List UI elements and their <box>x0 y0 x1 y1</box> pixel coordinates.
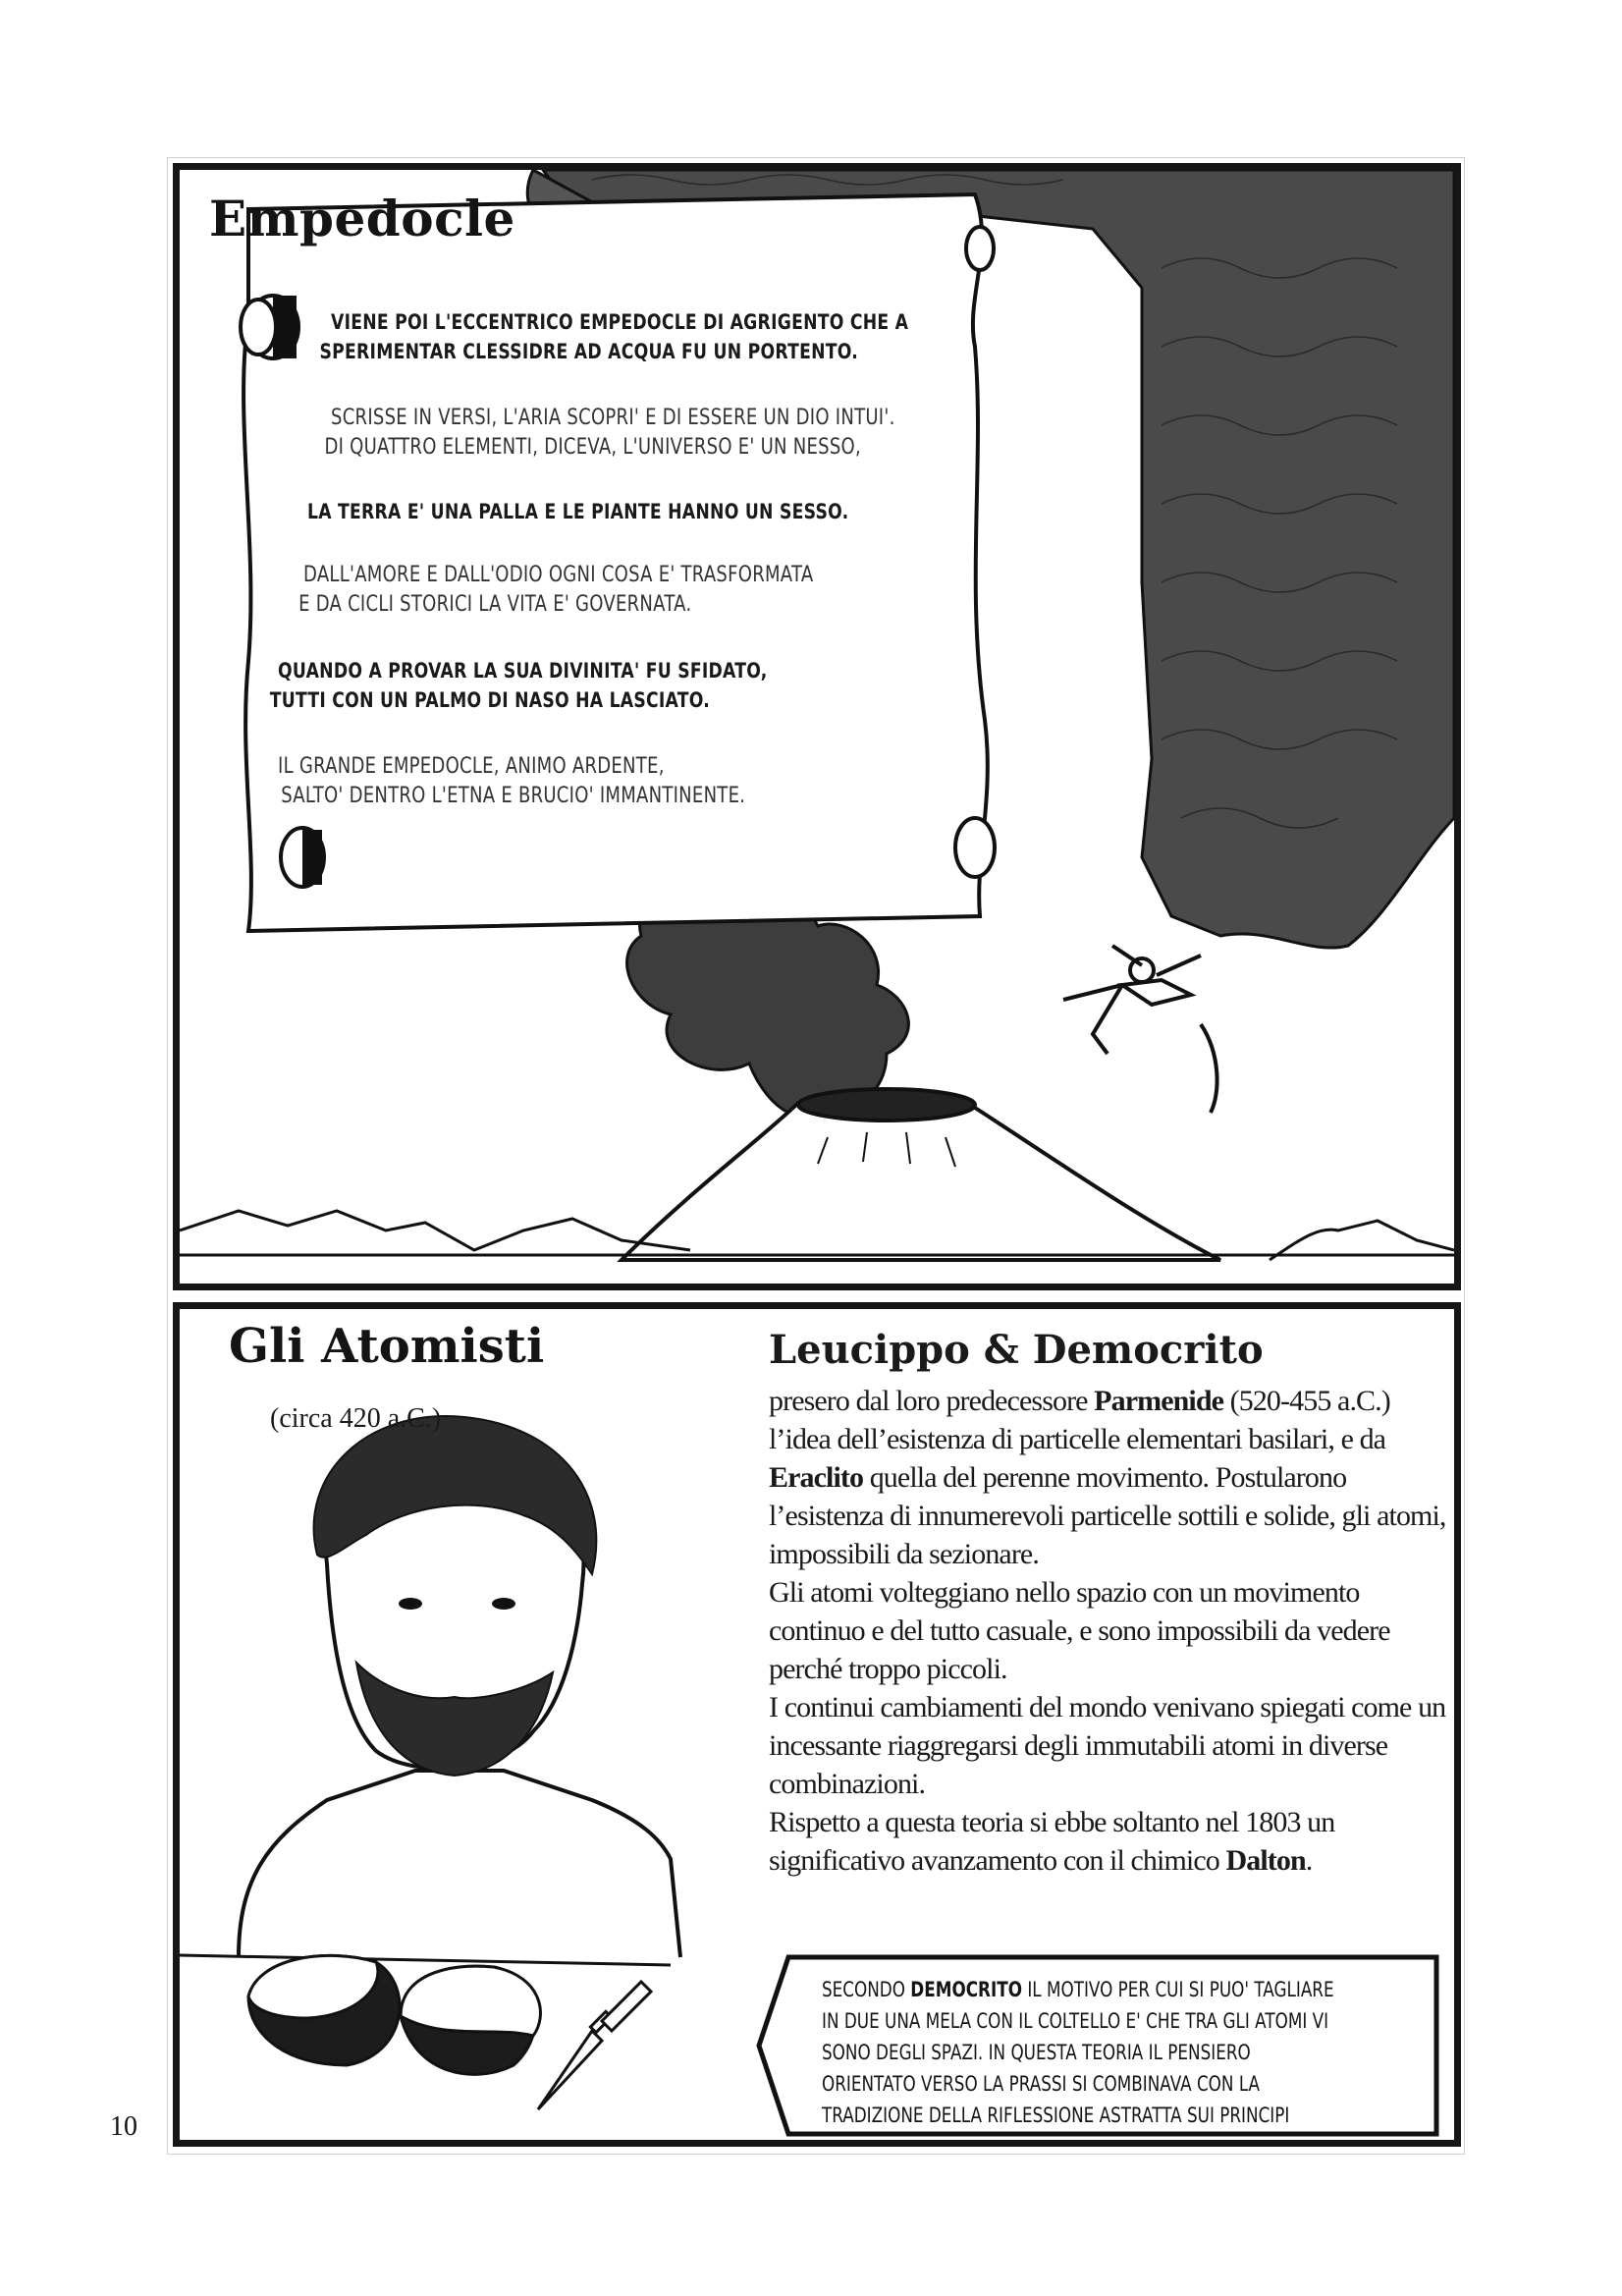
text-run: Gli atomi volteggiano nello spazio con un movimento continuo e del tutto casuale, e sono impossibili da vedere perché troppo piccoli. <box>769 1576 1390 1685</box>
caption-line <box>822 2068 1334 2100</box>
verse-2 <box>324 404 895 463</box>
empedocle-jumping-figure <box>1063 946 1217 1113</box>
caption-text <box>822 1974 1334 2131</box>
verse-line: SALTO' DENTRO L'ETNA E BRUCIO' IMMANTINENTE. <box>281 784 746 808</box>
section-title-empedocle: Empedocle <box>209 190 515 247</box>
text-run: (520-455 a.C.) l’idea dell’esistenza di particelle elementari basilari, e da <box>769 1385 1390 1455</box>
verse-line: DALL'AMORE E DALL'ODIO OGNI COSA E' TRASFORMATA <box>303 563 814 587</box>
text-run: Rispetto a questa teoria si ebbe soltanto nel 1803 un significativo avanzamento con il chimico <box>769 1806 1335 1877</box>
verse-line: TUTTI CON UN PALMO DI NASO HA LASCIATO. <box>269 688 711 712</box>
bold-name: DEMOCRITO <box>910 1978 1022 2001</box>
body-paragraph <box>769 1382 1446 1573</box>
democritus-bust <box>239 1436 680 1957</box>
verse-line: IL GRANDE EMPEDOCLE, ANIMO ARDENTE, <box>278 754 665 779</box>
page-number: 10 <box>110 2111 137 2142</box>
caption-line <box>822 1974 1334 2005</box>
democrito-caption <box>749 1962 1427 2139</box>
scroll-knob-bottom-left-icon <box>281 828 324 887</box>
verse-4 <box>298 561 814 620</box>
verse-line: SCRISSE IN VERSI, L'ARIA SCOPRI' E DI ESSERE UN DIO INTUI'. <box>331 406 895 430</box>
text-run: ORIENTATO VERSO LA PRASSI SI COMBINAVA CON LA <box>822 2072 1261 2096</box>
volcano-etna <box>622 1089 1220 1260</box>
scroll-knob-top-left-icon <box>241 296 298 358</box>
date-label: (circa 420 a.C.) <box>270 1403 442 1434</box>
verse-5 <box>269 656 768 715</box>
caption-line <box>822 2037 1334 2068</box>
verse-6 <box>278 752 745 811</box>
bold-name: Parmenide <box>1094 1385 1224 1417</box>
subtitle-leucippo-democrito: Leucippo & Democrito <box>769 1327 1264 1373</box>
verse-3 <box>307 497 848 526</box>
scroll-knob-bottom-right-icon <box>955 818 995 877</box>
verse-line: SPERIMENTAR CLESSIDRE AD ACQUA FU UN PORTENTO. <box>319 340 859 363</box>
text-run: TRADIZIONE DELLA RIFLESSIONE ASTRATTA SUI PRINCIPI <box>822 2104 1290 2127</box>
text-run: quella del perenne movimento. Postularono l’esistenza di innumerevoli particelle sottili e solide, gli atomi, impossibili da sezionare. <box>769 1461 1446 1570</box>
text-run: SECONDO <box>822 1978 911 2001</box>
text-run: IN DUE UNA MELA CON IL COLTELLO E' CHE TRA GLI ATOMI VI <box>822 2009 1329 2033</box>
section-title-atomisti: Gli Atomisti <box>229 1319 545 1374</box>
body-paragraph <box>769 1803 1446 1880</box>
apple-half-left-icon <box>248 1955 400 2065</box>
caption-line <box>822 2100 1334 2131</box>
text-run: presero dal loro predecessore <box>769 1385 1095 1417</box>
apple-half-right-icon <box>401 1966 540 2074</box>
knife-icon <box>538 1982 651 2109</box>
bold-name: Dalton <box>1225 1844 1306 1877</box>
text-run: IL MOTIVO PER CUI SI PUO' TAGLIARE <box>1021 1978 1334 2001</box>
body-paragraph <box>769 1688 1446 1803</box>
atomisti-body-text <box>769 1382 1446 1880</box>
verse-1 <box>319 307 909 366</box>
text-run: I continui cambiamenti del mondo venivano spiegati come un incessante riaggregarsi degli immutabili atomi in diverse combinazioni. <box>769 1691 1446 1800</box>
body-paragraph <box>769 1573 1446 1688</box>
caption-line <box>822 2005 1334 2037</box>
verse-line: E DA CICLI STORICI LA VITA E' GOVERNATA. <box>298 592 692 617</box>
bold-name: Eraclito <box>769 1461 864 1494</box>
verse-line: VIENE POI L'ECCENTRICO EMPEDOCLE DI AGRIGENTO CHE A <box>331 310 909 334</box>
verse-line: LA TERRA E' UNA PALLA E LE PIANTE HANNO UN SESSO. <box>307 500 849 523</box>
atomisti-panel <box>173 1302 1461 2147</box>
scroll-knob-top-right-icon <box>966 227 994 270</box>
text-run: . <box>1305 1844 1313 1877</box>
empedocle-panel <box>173 163 1461 1290</box>
text-run: SONO DEGLI SPAZI. IN QUESTA TEORIA IL PENSIERO <box>822 2041 1251 2064</box>
verse-line: DI QUATTRO ELEMENTI, DICEVA, L'UNIVERSO E' UN NESSO, <box>324 435 861 460</box>
verse-line: QUANDO A PROVAR LA SUA DIVINITA' FU SFIDATO, <box>278 659 768 683</box>
